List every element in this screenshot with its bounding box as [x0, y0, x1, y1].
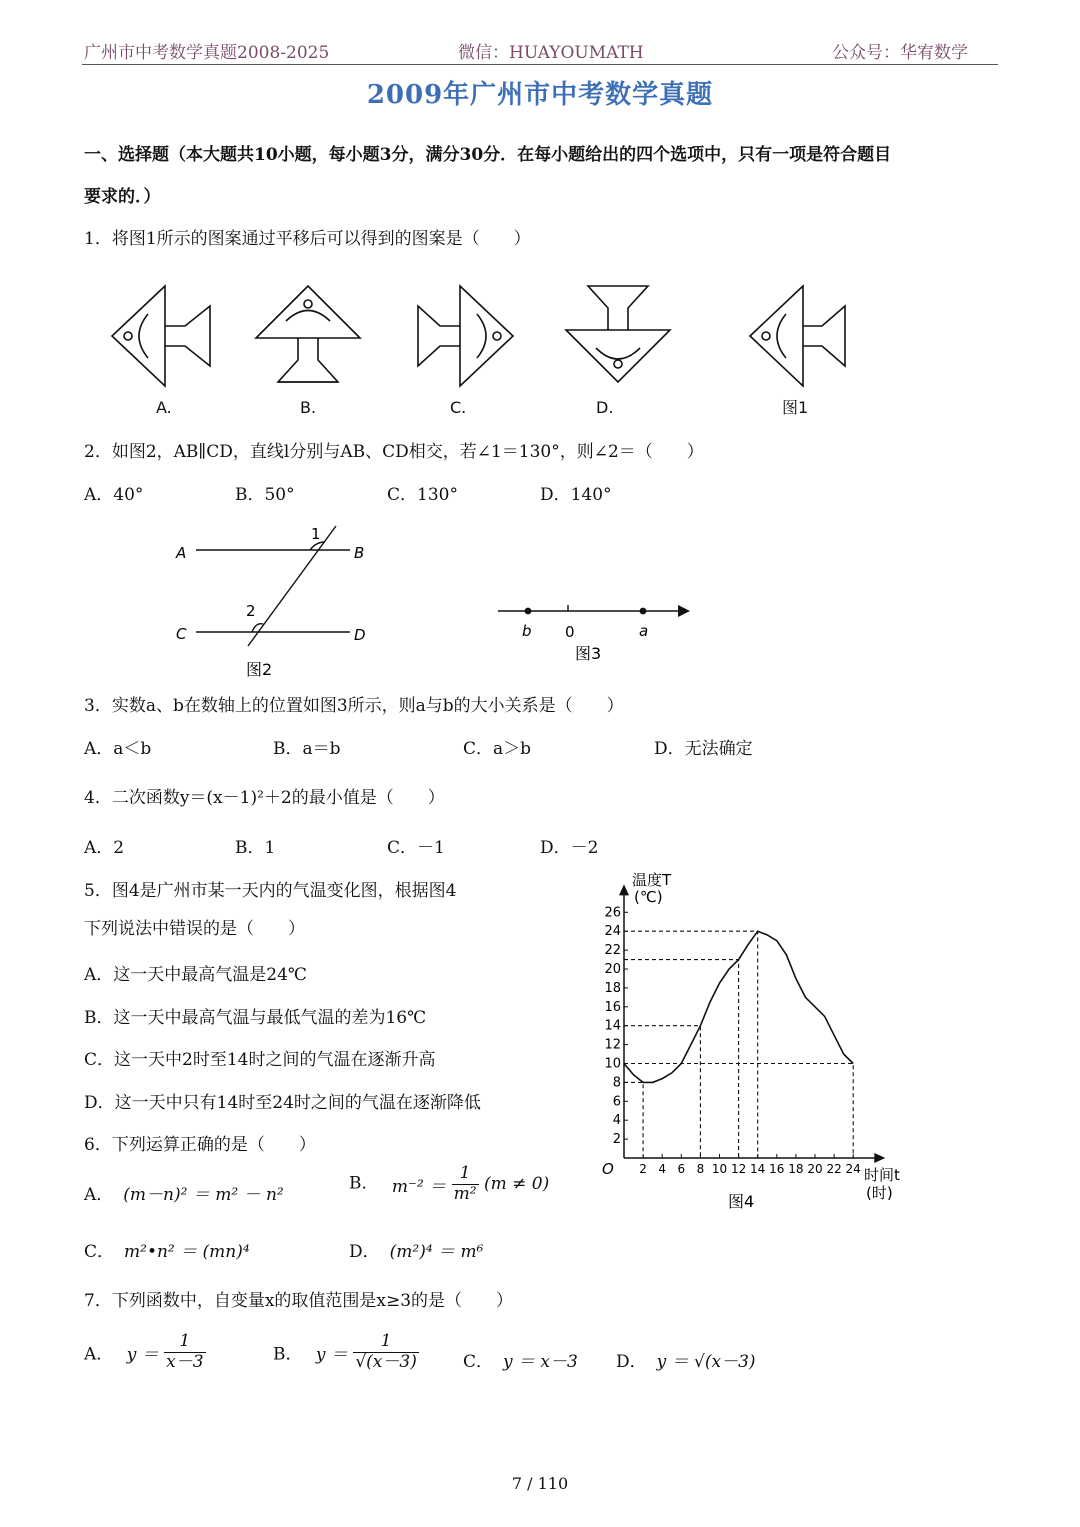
chart-y-tick-label: 26: [604, 905, 621, 921]
point-a: [640, 608, 647, 615]
chart-y-tick-label: 10: [604, 1056, 621, 1072]
chart-xlabel-line2: (时): [866, 1184, 893, 1202]
q4-option-a: A．2: [84, 838, 125, 858]
chart-y-tick-label: 14: [604, 1018, 621, 1034]
fig2-angle-1: 1: [311, 525, 321, 543]
chart-guide-line: [624, 1026, 700, 1158]
fig2-angle-2: 2: [246, 602, 256, 620]
chart-y-tick-label: 16: [604, 999, 621, 1015]
q5-stem-line1: 5．图4是广州市某一天内的气温变化图，根据图4: [84, 881, 457, 901]
q3-stem: 3．实数a、b在数轴上的位置如图3所示，则a与b的大小关系是（ ）: [84, 696, 624, 716]
q1-label-a: A.: [156, 398, 172, 417]
q6-option-b-rhs: (m ≠ 0): [483, 1174, 550, 1195]
chart-x-tick-label: 6: [677, 1162, 686, 1176]
q5-option-b: B．这一天中最高气温与最低气温的差为16℃: [84, 1008, 427, 1028]
chart-xlabel-line1: 时间t: [864, 1166, 900, 1184]
q1-fish-fig1: [750, 286, 845, 386]
chart-y-tick-label: 22: [604, 943, 621, 959]
page-number: 7 / 110: [511, 1474, 569, 1493]
q3-option-d: D．无法确定: [654, 739, 753, 759]
chart-x-tick-label: 2: [639, 1162, 647, 1176]
figure-3: [490, 596, 700, 666]
chart-y-tick-label: 4: [612, 1113, 621, 1129]
q7-option-b-den: √(x－3): [355, 1351, 417, 1372]
q6-option-b-label: B．: [349, 1173, 379, 1194]
q7-option-b: [273, 1332, 419, 1372]
page-title: 2009年广州市中考数学真题: [366, 80, 714, 110]
q6-option-c-expr: m²•n² ＝ (mn)⁴: [124, 1242, 250, 1262]
chart-guide-line: [624, 960, 739, 1158]
q6-option-b-den: m²: [453, 1183, 477, 1204]
q5-option-d: D．这一天中只有14时至24时之间的气温在逐渐降低: [84, 1093, 481, 1113]
q5-option-a: A．这一天中最高气温是24℃: [84, 965, 307, 985]
figure-4-temperature-chart: [590, 868, 930, 1220]
fig3-caption: 图3: [575, 644, 602, 663]
q6-option-b-lhs: m⁻² ＝: [391, 1176, 447, 1197]
chart-x-arrow: [874, 1153, 885, 1163]
fig2-label-c: C: [176, 625, 187, 643]
q1-figures: [100, 278, 870, 418]
transversal-l: [248, 526, 336, 646]
q6-option-a: [84, 1180, 284, 1205]
chart-x-tick-label: 22: [826, 1162, 842, 1176]
q2-option-c: C．130°: [387, 485, 458, 505]
fig3-label-b: b: [522, 622, 532, 640]
q7-option-a-label: A．: [84, 1344, 114, 1365]
q7-option-c-expr: y ＝ x－3: [503, 1352, 578, 1372]
q7-option-d: [616, 1347, 756, 1372]
chart-x-tick-label: 20: [807, 1162, 823, 1176]
q1-stem: 1．将图1所示的图案通过平移后可以得到的图案是（ ）: [84, 229, 531, 249]
q3-option-b: B．a＝b: [273, 739, 341, 759]
header-right: 公众号：华宥数学: [832, 43, 968, 63]
figure-2: [160, 520, 390, 685]
chart-y-tick-label: 6: [612, 1094, 621, 1110]
q4-stem: 4．二次函数y＝(x－1)²＋2的最小值是（ ）: [84, 788, 445, 808]
fig2-caption: 图2: [246, 660, 273, 679]
q7-option-b-label: B．: [273, 1344, 303, 1365]
q5-option-c: C．这一天中2时至14时之间的气温在逐渐升高: [84, 1050, 436, 1070]
q1-fish-d: [566, 286, 670, 382]
header-divider: [82, 64, 998, 65]
chart-x-tick-label: 16: [769, 1162, 785, 1176]
q3-option-a: A．a＜b: [84, 739, 152, 759]
chart-ylabel-line2: (℃): [634, 888, 663, 906]
fig2-label-b: B: [354, 544, 365, 562]
header-left: 广州市中考数学真题2008-2025: [84, 43, 330, 63]
fig3-label-a: a: [639, 622, 649, 640]
q6-option-c: [84, 1237, 250, 1262]
fig2-label-d: D: [354, 626, 366, 644]
q7-option-a: [84, 1332, 206, 1372]
fig2-label-a: A: [176, 544, 187, 562]
q7-option-b-num: 1: [380, 1331, 392, 1351]
q1-fish-b: [256, 286, 360, 382]
section-heading-line2: 要求的．）: [84, 187, 161, 207]
q2-option-d: D．140°: [540, 485, 612, 505]
q6-option-d-expr: (m²)⁴ ＝ m⁶: [389, 1242, 484, 1262]
chart-y-tick-label: 18: [604, 980, 621, 996]
q6-option-b: [349, 1164, 549, 1204]
chart-y-tick-label: 2: [612, 1132, 621, 1148]
q4-option-c: C．－1: [387, 838, 445, 858]
point-b: [525, 608, 532, 615]
q6-option-d: [349, 1237, 483, 1262]
q7-option-b-lhs: y ＝: [315, 1344, 348, 1365]
q7-option-c: [463, 1347, 578, 1372]
q7-option-d-label: D．: [616, 1352, 647, 1372]
chart-x-tick-label: 18: [788, 1162, 804, 1176]
chart-y-tick-label: 24: [604, 924, 621, 940]
chart-y-tick-label: 12: [604, 1037, 621, 1053]
chart-x-tick-label: 12: [730, 1162, 747, 1176]
q6-option-a-expr: (m－n)² ＝ m² － n²: [123, 1185, 284, 1205]
q6-option-d-label: D．: [349, 1242, 380, 1262]
q7-option-a-den: x－3: [166, 1351, 204, 1372]
q7-stem: 7．下列函数中，自变量x的取值范围是x≥3的是（ ）: [84, 1291, 514, 1311]
section-heading-line1: 一、选择题（本大题共10小题，每小题3分，满分30分．在每小题给出的四个选项中，只有一项是符合题目: [84, 145, 892, 165]
chart-caption: 图4: [728, 1192, 755, 1211]
q3-option-c: C．a＞b: [463, 739, 532, 759]
chart-x-tick-label: 24: [845, 1162, 861, 1176]
q2-option-b: B．50°: [235, 485, 295, 505]
q6-option-b-fraction: [452, 1164, 479, 1204]
q7-option-c-label: C．: [463, 1352, 494, 1372]
chart-x-tick-label: 10: [711, 1162, 728, 1176]
q5-stem-line2: 下列说法中错误的是（ ）: [84, 919, 305, 939]
chart-origin-label: O: [602, 1160, 614, 1178]
chart-y-arrow: [619, 884, 629, 895]
chart-y-tick-label: 8: [612, 1075, 621, 1091]
chart-x-tick-label: 14: [750, 1162, 766, 1176]
q4-option-d: D．－2: [540, 838, 599, 858]
fig3-label-0: 0: [565, 623, 575, 641]
q4-option-b: B．1: [235, 838, 276, 858]
q7-option-d-expr: y ＝ √(x－3): [656, 1352, 756, 1372]
q7-option-a-fraction: [164, 1332, 205, 1372]
q7-option-a-lhs: y ＝: [126, 1344, 159, 1365]
chart-ylabel-line1: 温度T: [632, 871, 672, 889]
q2-option-a: A．40°: [84, 485, 144, 505]
q7-option-b-fraction: [353, 1332, 419, 1372]
q2-stem: 2．如图2，AB∥CD，直线l分别与AB、CD相交，若∠1＝130°，则∠2＝（ ）: [84, 442, 704, 462]
q1-label-c: C.: [450, 398, 467, 417]
q7-option-a-num: 1: [179, 1331, 191, 1351]
chart-x-tick-label: 8: [696, 1162, 705, 1176]
q1-label-b: B.: [300, 398, 317, 417]
q1-fish-a: [112, 286, 210, 386]
chart-x-tick-label: 4: [658, 1162, 667, 1176]
q6-option-a-label: A．: [84, 1185, 114, 1205]
q6-option-c-label: C．: [84, 1242, 115, 1262]
chart-y-tick-label: 20: [604, 962, 621, 977]
header-center: 微信：HUAYOUMATH: [458, 43, 644, 63]
q6-stem: 6．下列运算正确的是（ ）: [84, 1135, 316, 1155]
q6-option-b-num: 1: [459, 1163, 471, 1183]
q1-label-fig1: 图1: [782, 398, 809, 417]
q1-fish-c: [418, 286, 513, 386]
q1-label-d: D.: [596, 398, 614, 417]
